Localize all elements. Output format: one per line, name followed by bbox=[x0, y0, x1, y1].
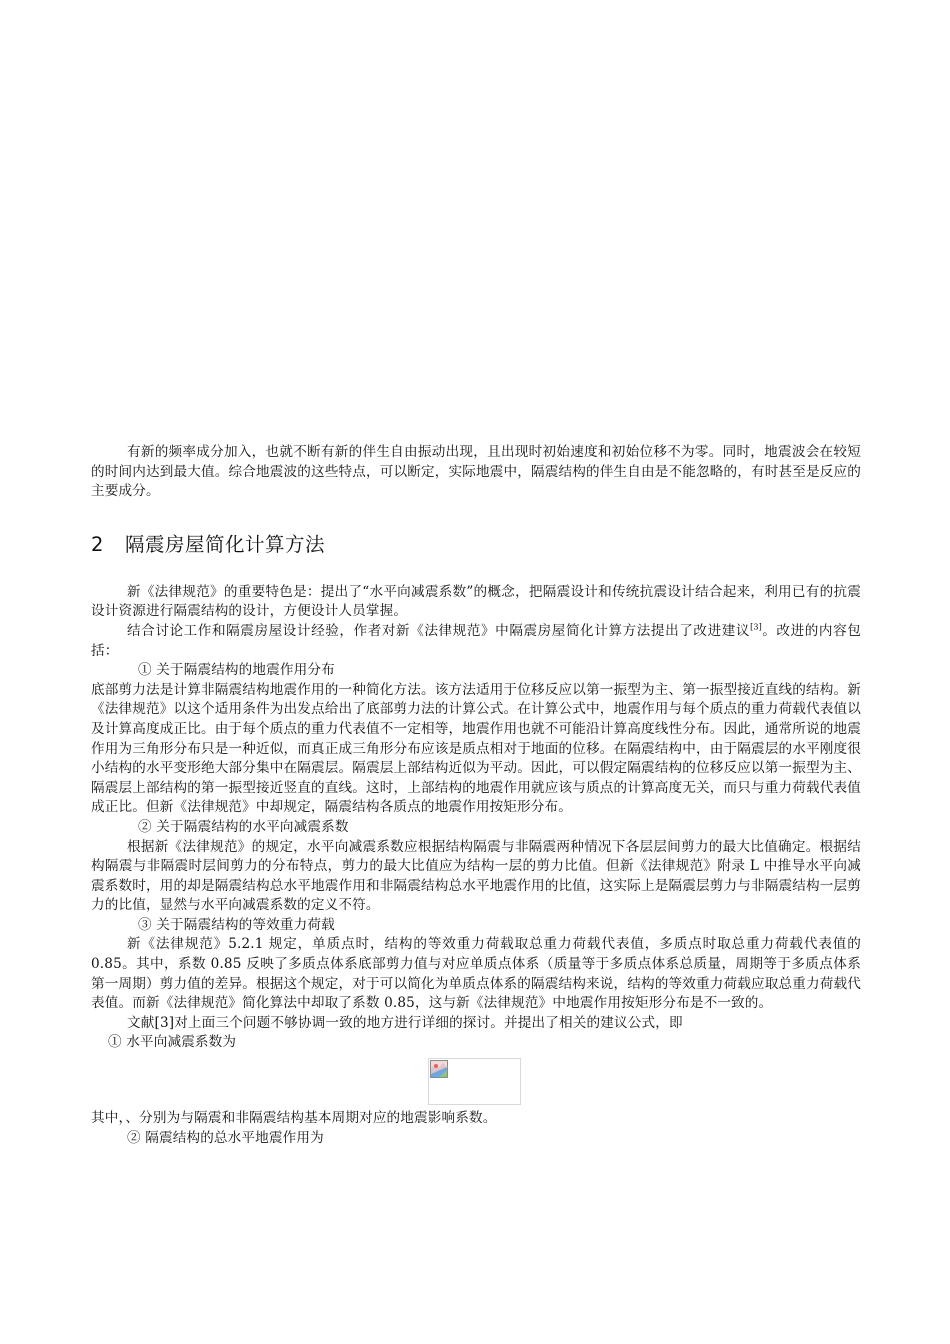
section-heading bbox=[91, 529, 861, 557]
formula-1-label: ① 水平向减震系数为 bbox=[108, 1034, 237, 1051]
broken-image-icon bbox=[429, 1059, 449, 1079]
item-1-body: 底部剪力法是计算非隔震结构地震作用的一种简化方法。该方法适用于位移反应以第一振型为主、第一振型接近直线的结构。新《法律规范》以这个适用条件为出发点给出了底部剪力法的计算公式。在计算公式中，地震作用与每个质点的重力荷载代表值以及计算高度成正比。由于每个质点的重力代表值不一定相等，地震作用也就不可能沿计算高度线性分布。因此，通常所说的地震作用为三角形分布只是一种近似，而真正成三角形分布应该是质点相对于地面的位移。在隔震结构中，由于隔震层的水平刚度很小结构的水平变形绝大部分集中在隔震层。隔震层上部结构近似为平动。因此，可以假定隔震结构的位移反应以第一振型为主、隔震层上部结构的第一振型接近竖直的直线。这时，上部结构的地震作用就应该与质点的计算高度无关，而只与重力荷载代表值成正比。但新《法律规范》中却规定，隔震结构各质点的地震作用按矩形分布。 bbox=[91, 681, 861, 816]
paragraph-2-text: 结合讨论工作和隔震房屋设计经验，作者对新《法律规范》中隔震房屋简化计算方法提出了改进建议 bbox=[127, 622, 751, 639]
formula-note: 其中，、分别为与隔震和非隔震结构基本周期对应的地震影响系数。 bbox=[91, 1110, 497, 1127]
paragraph-2-tail: 。改进的内容包括： bbox=[91, 622, 861, 659]
paragraph-intro: 有新的频率成分加入，也就不断有新的伴生自由振动出现，且出现时初始速度和初始位移不为零。同时，地震波会在较短的时间内达到最大值。综合地震波的这些特点，可以断定，实际地震中，隔震结构的伴生自由是不能忽略的，有时甚至是反应的主要成分。 bbox=[91, 444, 861, 500]
document-body bbox=[91, 443, 861, 1148]
item-3-title: ③ 关于隔震结构的等效重力荷载 bbox=[138, 916, 335, 933]
section-number: 2 bbox=[91, 532, 104, 556]
item-2-body: 根据新《法律规范》的规定，水平向减震系数应根据结构隔震与非隔震两种情况下各层层间剪力的最大比值确定。根据结构隔震与非隔震时层间剪力的分布特点，剪力的最大比值应为结构一层的剪力比值。但新《法律规范》附录 L 中推导水平向减震系数时，用的却是隔震结构总水平地震作用和非隔震结构总水平地震作用的比值，这实际上是隔震层剪力与非隔震结构一层剪力的比值，显然与水平向减震系数的定义不符。 bbox=[91, 838, 861, 914]
paragraph-1: 新《法律规范》的重要特色是：提出了“水平向减震系数”的概念，把隔震设计和传统抗震设计结合起来，利用已有的抗震设计资源进行隔震结构的设计，方便设计人员掌握。 bbox=[91, 583, 861, 620]
item-1-title: ① 关于隔震结构的地震作用分布 bbox=[138, 662, 335, 679]
item-2-title: ② 关于隔震结构的水平向减震系数 bbox=[138, 818, 349, 835]
citation-ref[interactable]: [3] bbox=[750, 622, 762, 632]
formula-2-label: ② 隔震结构的总水平地震作用为 bbox=[127, 1129, 324, 1146]
formula-image-placeholder bbox=[428, 1058, 521, 1105]
paragraph-2 bbox=[91, 622, 861, 661]
section-title: 隔震房屋简化计算方法 bbox=[125, 532, 326, 556]
item-3-body: 新《法律规范》5.2.1 规定，单质点时，结构的等效重力荷载取总重力荷载代表值，多质点时取总重力荷载代表值的 0.85。其中，系数 0.85 反映了多质点体系底部剪力值与对应单质点体系（质量等于多质点体系总质量，周期等于多质点体系第一周期）剪力值的差异。根据这个规定，对于可以简化为单质点体系的隔震结构来说，结构的等效重力荷载应取总重力荷载代表值。而新《法律规范》简化算法中却取了系数 0.85，这与新《法律规范》中地震作用按矩形分布是不一致的。 bbox=[91, 936, 861, 1012]
paragraph-literature: 文献[3]对上面三个问题不够协调一致的地方进行详细的探讨。并提出了相关的建议公式，即 bbox=[127, 1014, 683, 1031]
